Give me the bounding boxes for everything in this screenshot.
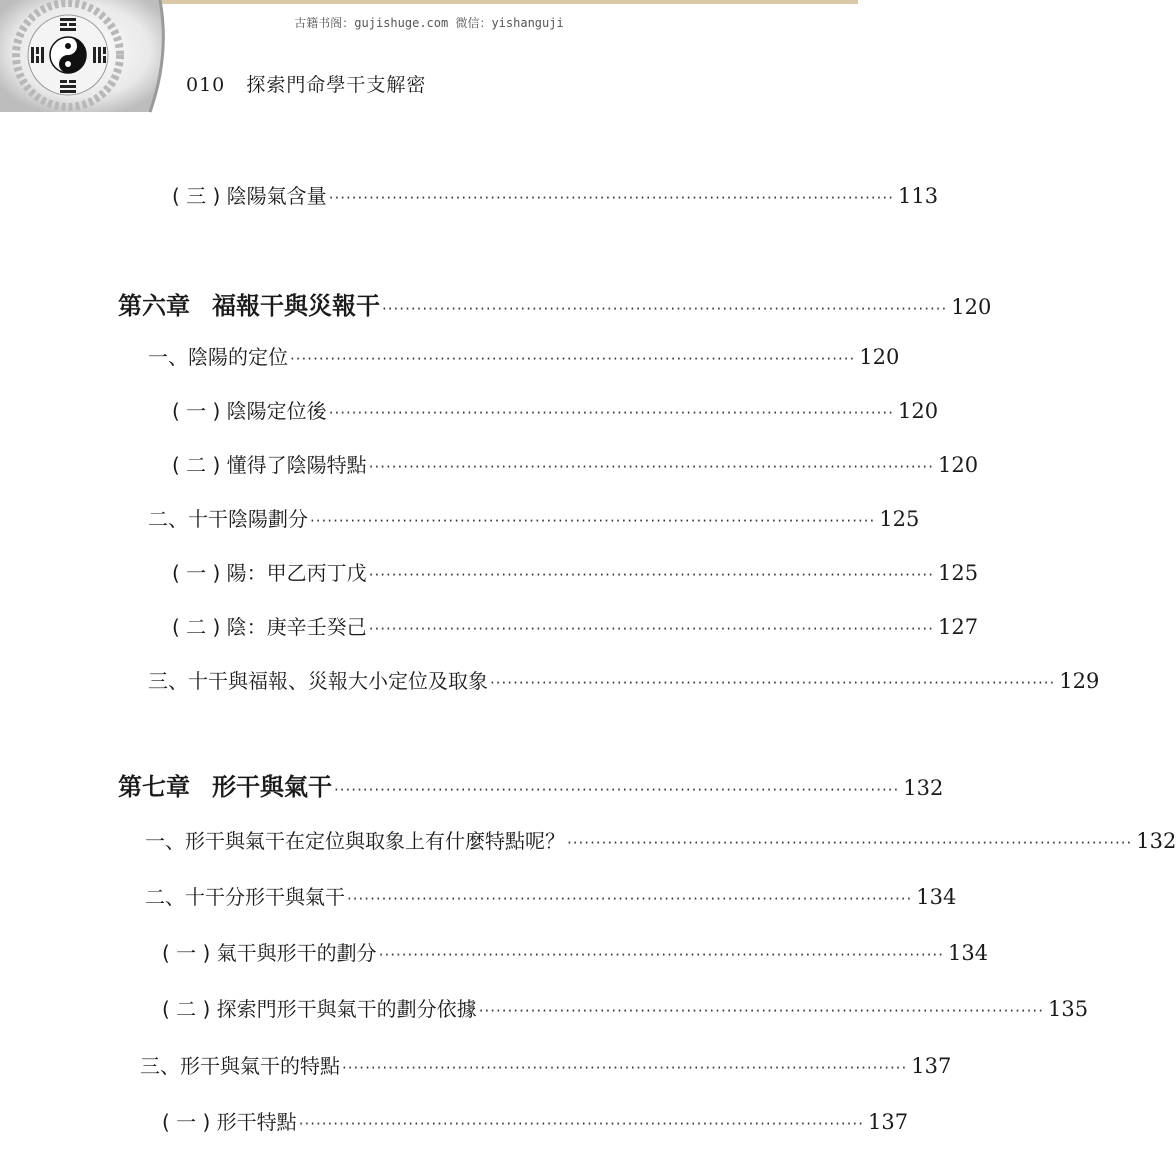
toc-entry-label: 一、形干與氣干在定位與取象上有什麼特點呢？ [145,829,565,853]
toc-entry [162,1106,909,1135]
dot-leader: ·································································································· [368,566,934,584]
dot-leader: ·································································································· [347,890,913,908]
chapter-title: 形干與氣干 [212,772,332,801]
bagua-emblem [0,0,175,112]
dot-leader: ·································································································· [290,350,856,368]
toc-entry-page: 120 [937,453,979,477]
chapter-title: 福報干與災報干 [212,291,380,320]
toc-chapter-heading [118,286,992,321]
toc-entry-page: 137 [911,1054,952,1078]
chapter-number: 第七章 [118,772,190,801]
toc-entry [172,180,939,209]
toc-entry [148,665,1100,694]
watermark-text: 古籍书阁：gujishuge.com 微信：yishanguji [294,16,564,30]
toc-entry [162,937,989,966]
toc-entry-label: ( 一 ) 形干特點 [162,1110,297,1134]
toc-entry-label: ( 二 ) 陰：庚辛壬癸己 [172,615,367,639]
toc-entry [140,1050,952,1079]
toc-entry [172,557,979,586]
header-page-number: 010 [186,74,226,96]
chapter-number: 第六章 [118,291,190,320]
dot-leader: ·································································································· [567,834,1133,852]
dot-leader: ·································································································· [298,1115,864,1133]
toc-entry-page: 135 [1047,997,1089,1021]
toc-entry-label: ( 一 ) 陰陽定位後 [172,399,327,423]
dot-leader: ·································································································· [310,512,876,530]
dot-leader: ·································································································· [368,620,934,638]
toc-entry-page: 125 [937,561,979,585]
toc-entry-label: ( 二 ) 懂得了陰陽特點 [172,453,367,477]
dot-leader: ·································································································· [328,189,894,207]
dot-leader: ·································································································· [334,781,900,799]
toc-entry [148,503,920,532]
toc-entry [172,395,939,424]
toc-entry-page: 129 [1059,669,1100,693]
running-header [186,70,426,97]
toc-entry-page: 120 [859,345,900,369]
dot-leader: ·································································································· [382,300,948,318]
toc-entry-page: 137 [867,1110,909,1134]
dot-leader: ·································································································· [328,404,894,422]
toc-entry-page: 127 [937,615,979,639]
toc-entry-label: 三、形干與氣干的特點 [140,1054,340,1078]
toc-entry-page: 132 [903,776,944,800]
toc-entry-label: ( 二 ) 探索門形干與氣干的劃分依據 [162,997,477,1021]
toc-entry [162,993,1089,1022]
dot-leader: ·································································································· [368,458,934,476]
toc-entry-label: 二、十干分形干與氣干 [145,885,345,909]
toc-entry-label: 二、十干陰陽劃分 [148,507,308,531]
dot-leader: ·································································································· [378,946,944,964]
toc-entry-label: ( 一 ) 陽：甲乙丙丁戊 [172,561,367,585]
toc-entry-page: 120 [951,295,992,319]
toc-entry-page: 132 [1136,829,1176,853]
header-book-title: 探索門命學干支解密 [246,74,427,96]
toc-entry-label: 三、十干與福報、災報大小定位及取象 [148,669,488,693]
toc-entry-label: 一、陰陽的定位 [148,345,288,369]
toc-entry-page: 113 [897,184,939,208]
toc-entry-page: 134 [916,885,957,909]
toc-entry-label: ( 三 ) 陰陽氣含量 [172,184,327,208]
toc-entry-label: ( 一 ) 氣干與形干的劃分 [162,941,377,965]
toc-entry [172,449,979,478]
toc-entry [145,825,1176,854]
toc-entry-page: 120 [897,399,939,423]
toc-chapter-heading [118,767,944,802]
dot-leader: ·································································································· [342,1059,908,1077]
dot-leader: ·································································································· [478,1002,1044,1020]
toc-entry [148,341,900,370]
toc-entry-page: 134 [947,941,989,965]
toc-entry [172,611,979,640]
toc-entry [145,881,957,910]
toc-entry-page: 125 [879,507,920,531]
dot-leader: ·································································································· [490,674,1056,692]
